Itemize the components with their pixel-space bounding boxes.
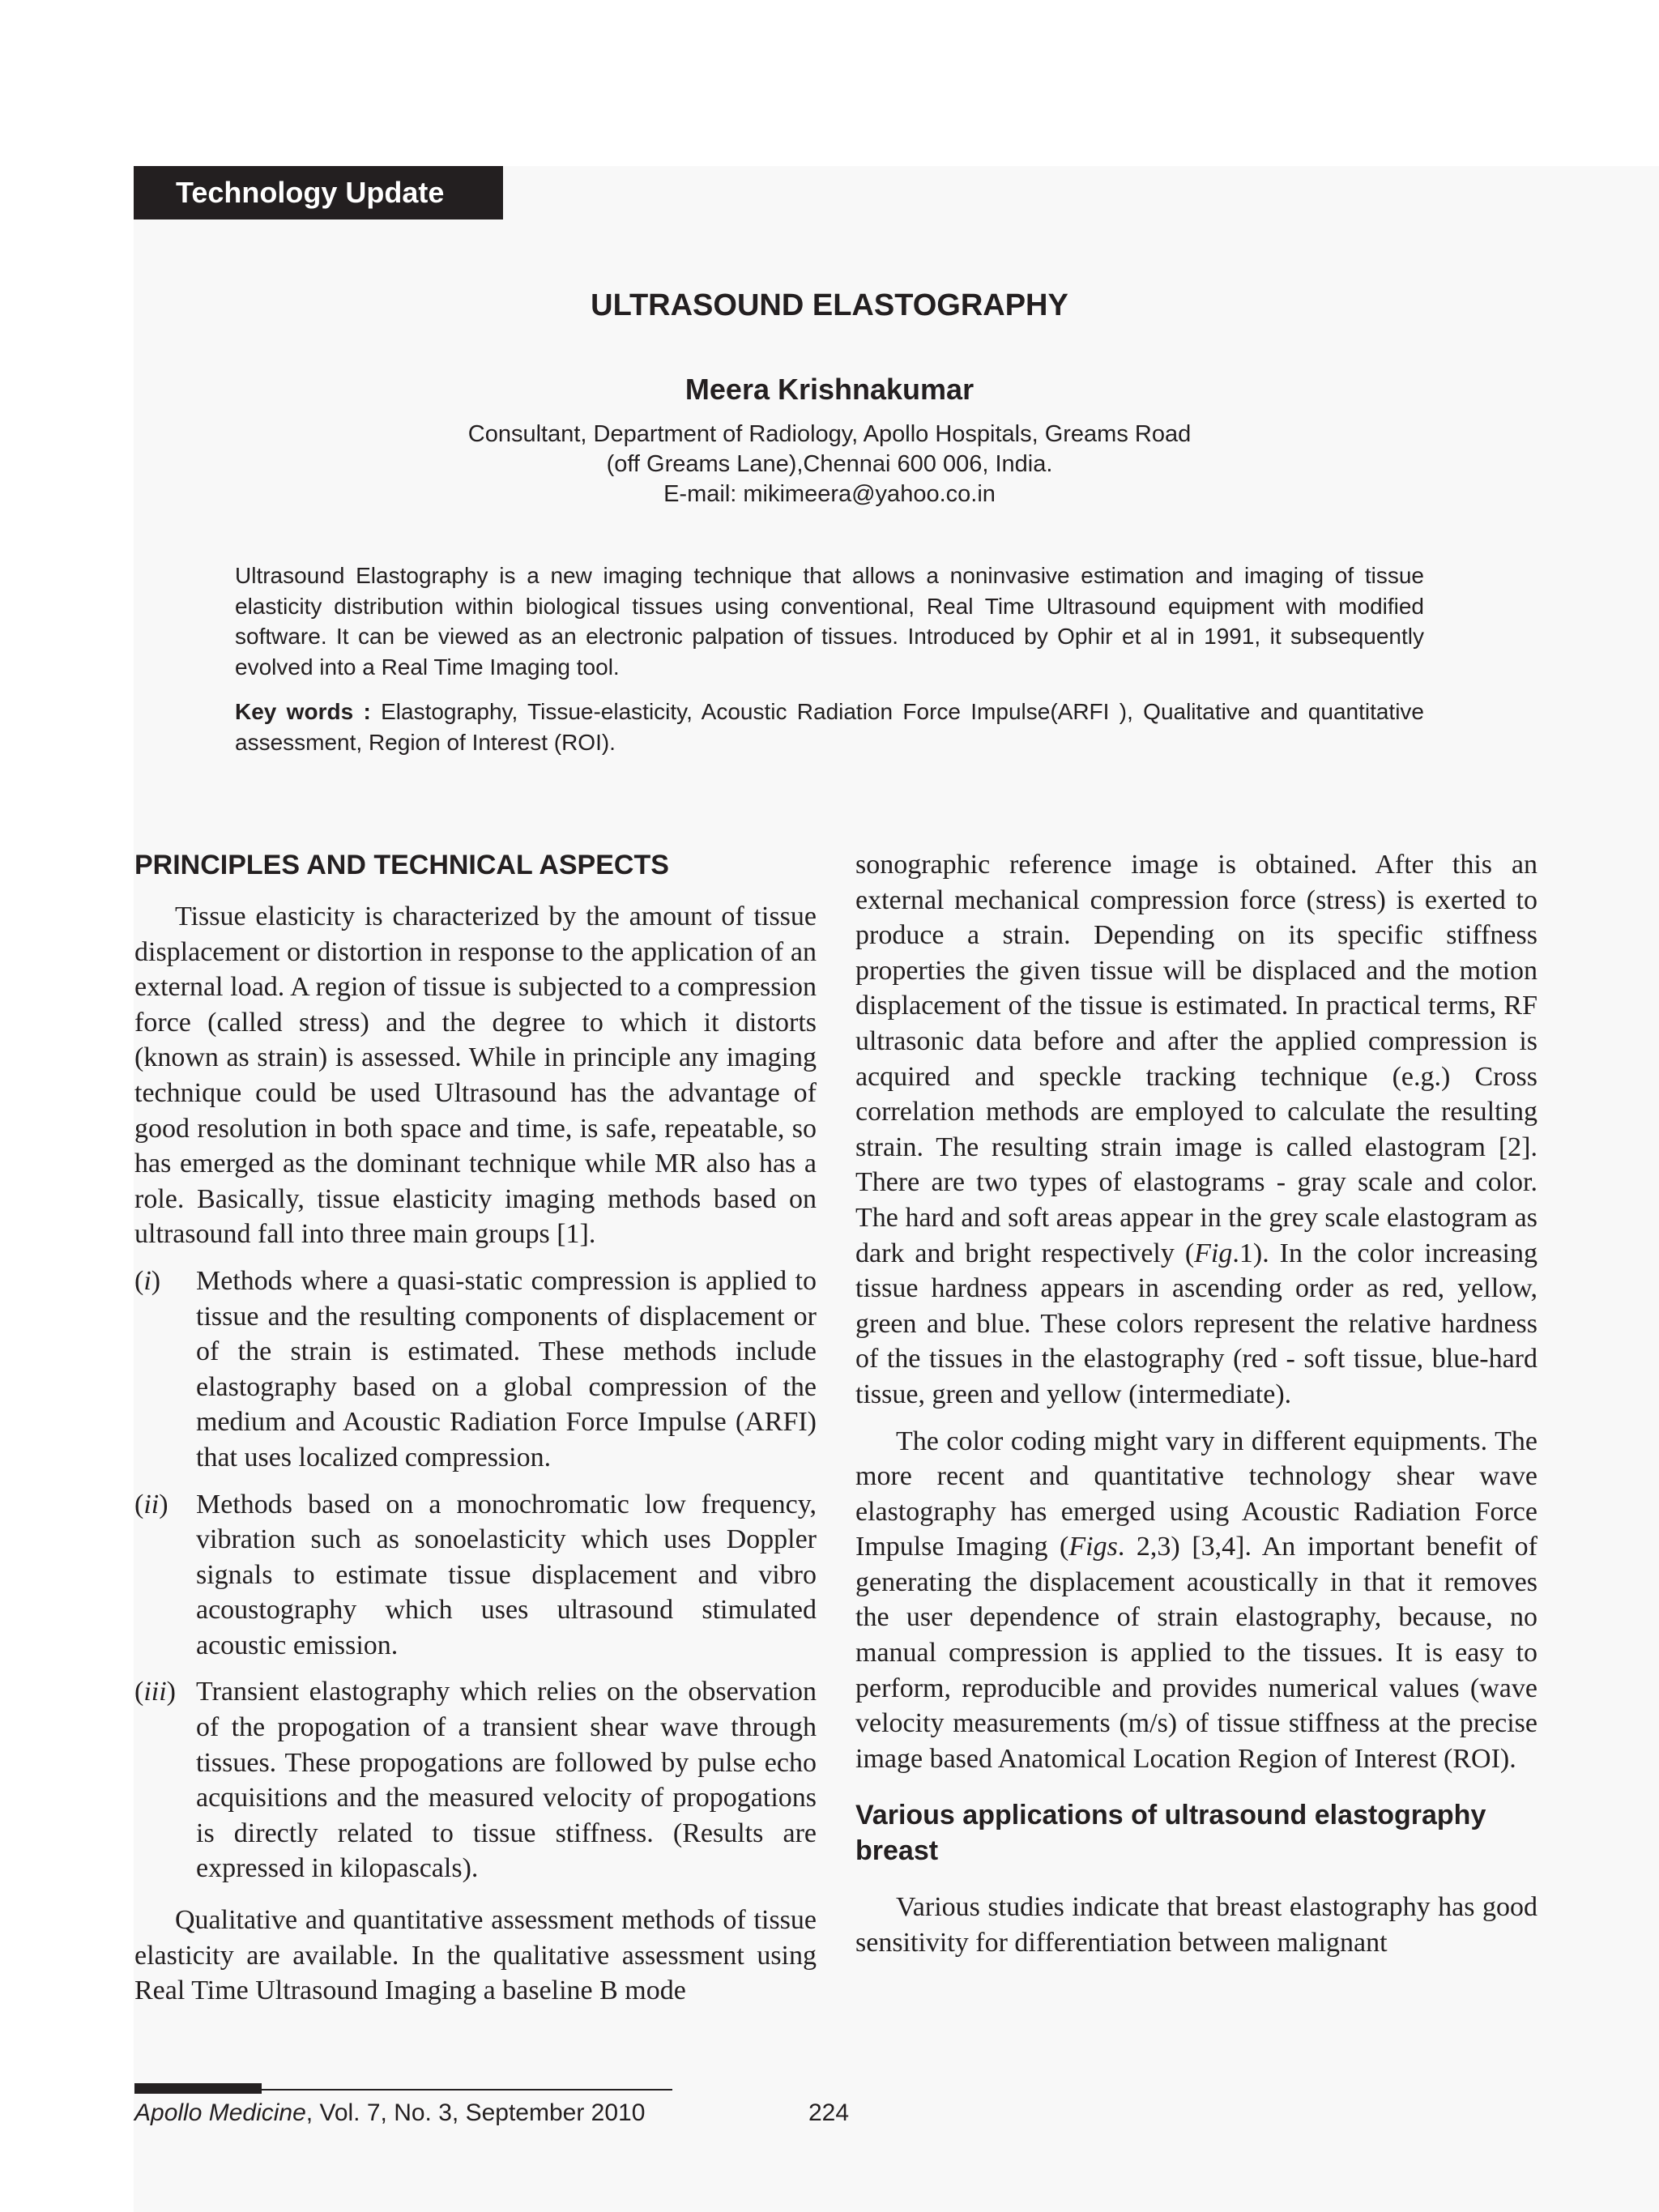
list-number: (ii): [134, 1489, 168, 1519]
footer-citation: [134, 2099, 645, 2127]
section-heading-principles: PRINCIPLES AND TECHNICAL ASPECTS: [134, 850, 669, 880]
list-item: [134, 1674, 817, 1886]
author-name: Meera Krishnakumar: [684, 373, 975, 406]
page-number: 224: [808, 2099, 850, 2126]
list-number: (i): [134, 1265, 161, 1296]
abstract: [235, 560, 1424, 757]
paragraph: Various studies indicate that breast elastography has good sensitivity for differentiation between malignant: [855, 1892, 1537, 1958]
list-number: (iii): [134, 1677, 176, 1707]
list-text: Methods based on a monochromatic low frequency, vibration such as sonoelasticity which uses Doppler signals to estimate tissue displacement and vibro acoustography which uses ultrasound stimulated acoustic emission.: [196, 1489, 817, 1660]
keywords-label: Key words :: [235, 699, 371, 724]
paragraph: sonographic reference image is obtained. After this an external mechanical compression force (stress) is exerted to produce a strain. Depending on its specific stiffness properties the given tissue will be displaced and the motion displacement of the tissue is estimated. In practical terms, RF ultrasonic data before and after the applied compression is acquired and speckle tracking technique (e.g.) Cross correlation methods are employed to calculate the resulting strain. The resulting strain image is called elastogram [2]. There are two types of elastograms - gray scale and color. The hard and soft areas appear in the grey scale elastogram as dark and bright respectively (Fig.1). In the color increasing tissue hardness appears in ascending order as red, yellow, green and blue. These colors represent the relative hardness of the tissues in the elastography (red - soft tissue, blue-hard tissue, green and yellow (intermediate).: [855, 850, 1537, 1409]
list-text: Methods where a quasi-static compression is applied to tissue and the resulting components of displacement or of the strain is estimated. These methods include elastography based on a global compression of the medium and Acoustic Radiation Force Impulse (ARFI) that uses localized compression.: [196, 1265, 817, 1473]
paragraph: Qualitative and quantitative assessment methods of tissue elasticity are available. In the qualitative assessment using Real Time Ultrasound Imaging a baseline B mode: [134, 1905, 817, 2006]
journal-issue: , Vol. 7, No. 3, September 2010: [305, 2099, 646, 2126]
list-item: [134, 1264, 817, 1476]
keywords-text: Elastography, Tissue-elasticity, Acoustic Radiation Force Impulse(ARFI ), Qualitative and quantitative assessment, Region of Interest (ROI).: [235, 699, 1425, 755]
list-text: Transient elastography which relies on the observation of the propogation of a transient shear wave through tissues. These propogations are followed by pulse echo acquisitions and the measured velocity of propogations is directly related to tissue stiffness. (Results are expressed in kilopascals).: [196, 1677, 817, 1884]
journal-name: Apollo Medicine: [134, 2099, 306, 2126]
paragraph: Tissue elasticity is characterized by the amount of tissue displacement or distortion in response to the application of an external load. A region of tissue is subjected to a compression force (called stress) and the degree to which it distorts (known as strain) is assessed. While in principle any imaging technique could be used Ultrasound has the advantage of good resolution in both space and time, is safe, repeatable, so has emerged as the dominant technique while MR also has a role. Basically, tissue elasticity imaging methods based on ultrasound fall into three main groups [1].: [134, 901, 817, 1250]
footer-rule-accent: [134, 2083, 262, 2094]
author-email: E-mail: mikimeera@yahoo.co.in: [663, 481, 996, 507]
affiliation-line-2: (off Greams Lane),Chennai 600 006, India.: [606, 451, 1053, 477]
abstract-text: Ultrasound Elastography is a new imaging technique that allows a noninvasive estimation and imaging of tissue elasticity distribution within biological tissues using conventional, Real Time Ultrasound equipment with modified software. It can be viewed as an electronic palpation of tissues. Introduced by Ophir et al in 1991, it subsequently evolved into a Real Time Imaging tool.: [235, 563, 1424, 680]
section-heading-applications: Various applications of ultrasound elastography breast: [855, 1800, 1486, 1867]
paragraph: The color coding might vary in different equipments. The more recent and quantitative technology shear wave elastography has emerged using Acoustic Radiation Force Impulse Imaging (Figs. 2,3) [3,4]. An important benefit of generating the displacement acoustically in that it removes the user dependence of strain elastography, because, no manual compression is applied to the tissues. It is easy to perform, reproducible and provides numerical values (wave velocity measurements (m/s) of tissue stiffness at the precise image based Anatomical Location Region of Interest (ROI).: [855, 1426, 1537, 1774]
list-item: [134, 1487, 817, 1664]
keywords: [235, 697, 1424, 757]
section-tag: Technology Update: [134, 166, 503, 219]
article-title: ULTRASOUND ELASTOGRAPHY: [591, 288, 1068, 322]
affiliation-line-1: Consultant, Department of Radiology, Apollo Hospitals, Greams Road: [467, 421, 1192, 447]
left-column: [134, 847, 817, 2009]
right-column: [855, 847, 1537, 1961]
author-affiliation: [0, 420, 1659, 509]
